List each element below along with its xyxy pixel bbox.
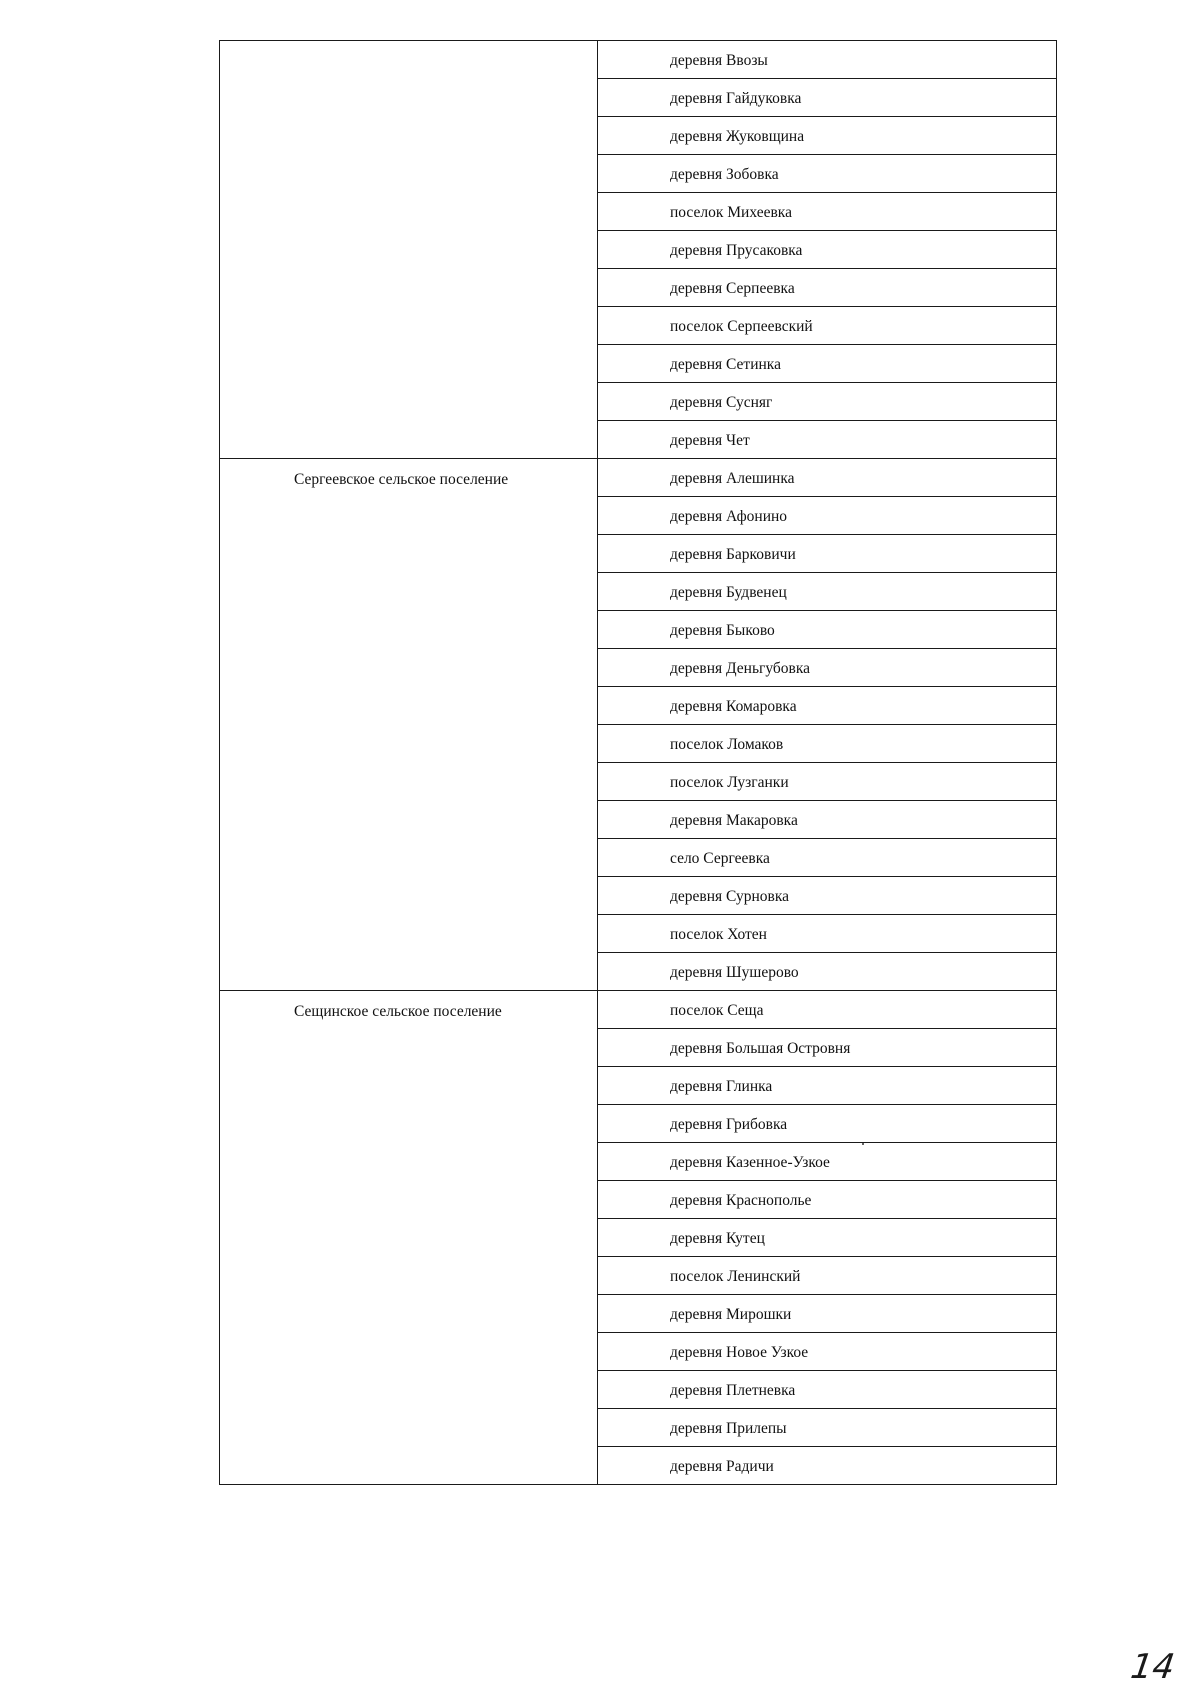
village-cell (598, 1105, 1057, 1143)
village-name: деревня Зобовка (670, 166, 779, 183)
village-cell (598, 953, 1057, 991)
village-cell (598, 1333, 1057, 1371)
village-name: деревня Кутец (670, 1230, 765, 1247)
village-name: деревня Краснополье (670, 1192, 812, 1209)
district-cell (220, 41, 598, 459)
village-cell (598, 41, 1057, 79)
village-name: деревня Прусаковка (670, 242, 803, 259)
village-cell (598, 1029, 1057, 1067)
village-name: деревня Сурновка (670, 888, 790, 905)
village-name: поселок Серпеевский (670, 318, 813, 335)
village-cell (598, 421, 1057, 459)
village-name: деревня Деньгубовка (670, 660, 811, 677)
village-name: деревня Грибовка (670, 1116, 788, 1133)
village-name: деревня Плетневка (670, 1382, 796, 1399)
village-cell (598, 725, 1057, 763)
village-cell (598, 1371, 1057, 1409)
village-name: деревня Гайдуковка (670, 90, 802, 107)
village-name: деревня Барковичи (670, 546, 796, 563)
village-cell (598, 611, 1057, 649)
village-name: деревня Глинка (670, 1078, 773, 1095)
table-row (220, 991, 1057, 1029)
settlements-table-body (220, 41, 1057, 1485)
village-name: деревня Прилепы (670, 1420, 787, 1437)
district-cell (220, 991, 598, 1485)
village-name: деревня Сетинка (670, 356, 781, 373)
village-cell (598, 1409, 1057, 1447)
village-name: деревня Макаровка (670, 812, 798, 829)
village-name: деревня Алешинка (670, 470, 795, 487)
table-row (220, 41, 1057, 79)
village-cell (598, 1257, 1057, 1295)
village-cell (598, 573, 1057, 611)
village-cell (598, 193, 1057, 231)
village-name: деревня Казенное-Узкое (670, 1154, 830, 1171)
village-cell (598, 497, 1057, 535)
district-name: Сещинское сельское поселение (294, 1003, 502, 1020)
village-name: поселок Сеща (670, 1002, 764, 1019)
village-name: деревня Быково (670, 622, 775, 639)
village-name: поселок Михеевка (670, 204, 792, 221)
village-cell (598, 839, 1057, 877)
village-name: поселок Ломаков (670, 736, 784, 753)
village-name: деревня Афонино (670, 508, 788, 525)
village-name: деревня Серпеевка (670, 280, 795, 297)
village-cell (598, 269, 1057, 307)
village-name: поселок Ленинский (670, 1268, 801, 1285)
village-name: деревня Ввозы (670, 52, 768, 69)
village-cell (598, 345, 1057, 383)
village-cell (598, 459, 1057, 497)
village-name: деревня Жуковщина (670, 128, 805, 145)
village-cell (598, 383, 1057, 421)
scan-speck (862, 1143, 864, 1145)
village-cell (598, 155, 1057, 193)
village-cell (598, 1181, 1057, 1219)
village-cell (598, 1067, 1057, 1105)
village-name: деревня Чет (670, 432, 750, 449)
village-cell (598, 801, 1057, 839)
village-name: деревня Сусняг (670, 394, 773, 411)
village-name: деревня Комаровка (670, 698, 797, 715)
village-name: деревня Шушерово (670, 964, 799, 981)
village-cell (598, 1219, 1057, 1257)
village-name: поселок Хотен (670, 926, 767, 943)
village-cell (598, 1295, 1057, 1333)
village-cell (598, 991, 1057, 1029)
district-cell (220, 459, 598, 991)
village-name: деревня Радичи (670, 1458, 774, 1475)
village-name: деревня Новое Узкое (670, 1344, 809, 1361)
village-cell (598, 877, 1057, 915)
village-name: поселок Лузганки (670, 774, 789, 791)
page-number: 14 (1127, 1647, 1177, 1687)
village-cell (598, 231, 1057, 269)
village-name: деревня Большая Островня (670, 1040, 851, 1057)
village-name: село Сергеевка (670, 850, 770, 867)
village-cell (598, 915, 1057, 953)
village-cell (598, 79, 1057, 117)
settlements-table (219, 40, 1057, 1485)
village-name: деревня Будвенец (670, 584, 787, 601)
village-cell (598, 1447, 1057, 1485)
village-cell (598, 117, 1057, 155)
village-cell (598, 649, 1057, 687)
village-cell (598, 763, 1057, 801)
village-cell (598, 307, 1057, 345)
village-cell (598, 687, 1057, 725)
village-cell (598, 1143, 1057, 1181)
district-name: Сергеевское сельское поселение (294, 471, 509, 488)
table-row (220, 459, 1057, 497)
village-cell (598, 535, 1057, 573)
village-name: деревня Мирошки (670, 1306, 792, 1323)
